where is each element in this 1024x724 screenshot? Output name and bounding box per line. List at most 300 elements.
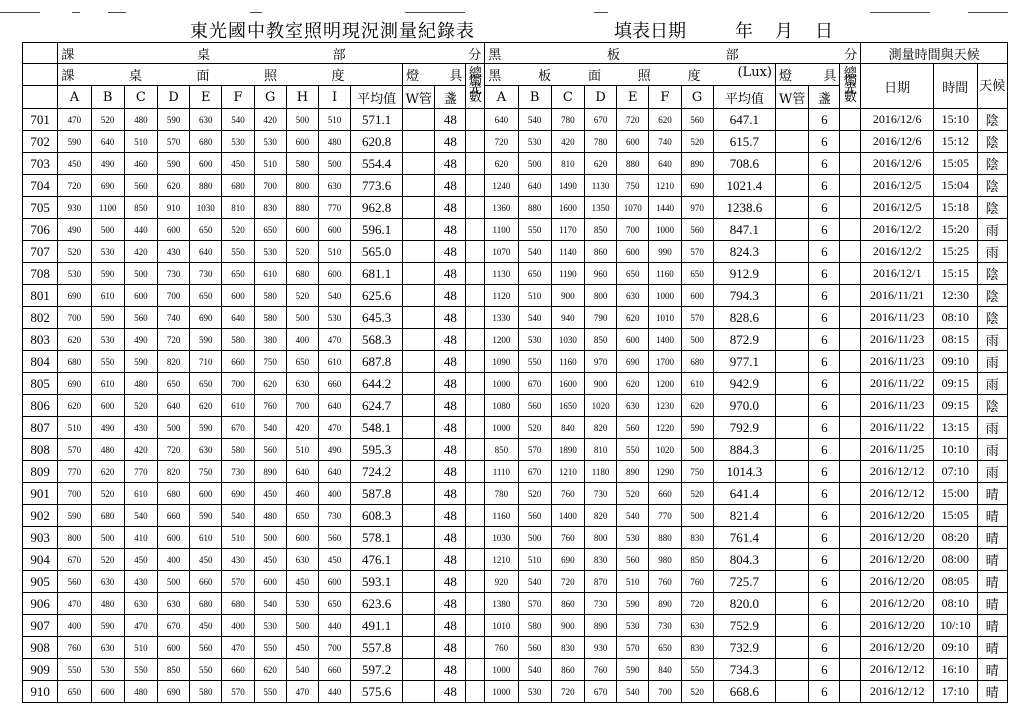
desk-average: 491.1 bbox=[351, 615, 403, 637]
desk-wtube-cell bbox=[403, 153, 435, 175]
board-average: 732.9 bbox=[713, 637, 775, 659]
board-wtube-cell bbox=[776, 307, 809, 329]
desk-reading: 610 bbox=[222, 395, 254, 417]
desk-reading: 600 bbox=[158, 637, 190, 659]
desk-reading: 430 bbox=[124, 571, 157, 593]
desk-total-candle-cell bbox=[466, 461, 485, 483]
board-reading: 650 bbox=[681, 263, 713, 285]
desk-reading: 600 bbox=[158, 527, 190, 549]
board-col-header: F bbox=[649, 86, 681, 109]
desk-reading: 490 bbox=[58, 219, 91, 241]
desk-reading: 770 bbox=[318, 197, 350, 219]
board-wtube-cell bbox=[776, 527, 809, 549]
desk-reading: 630 bbox=[124, 593, 157, 615]
board-reading: 1160 bbox=[485, 505, 518, 527]
board-reading: 720 bbox=[681, 593, 713, 615]
board-total-candle-cell bbox=[840, 373, 861, 395]
board-average: 828.6 bbox=[713, 307, 775, 329]
desk-reading: 580 bbox=[190, 681, 222, 703]
desk-reading: 560 bbox=[318, 527, 350, 549]
desk-reading: 570 bbox=[58, 439, 91, 461]
board-wtube-header: W管 bbox=[776, 86, 809, 109]
board-average: 824.3 bbox=[713, 241, 775, 263]
desk-reading: 760 bbox=[254, 395, 286, 417]
desk-lamp-count: 48 bbox=[435, 285, 466, 307]
board-header-char: 分 bbox=[844, 47, 858, 63]
board-reading: 1490 bbox=[551, 175, 584, 197]
desk-reading: 550 bbox=[254, 681, 286, 703]
board-lamp-count: 6 bbox=[809, 109, 840, 131]
desk-sub-char: 課 bbox=[61, 69, 75, 84]
measure-time: 15:18 bbox=[934, 197, 978, 219]
measure-date: 2016/11/23 bbox=[861, 395, 934, 417]
desk-reading: 480 bbox=[318, 131, 350, 153]
board-sub-char: 面 bbox=[587, 69, 601, 84]
desk-reading: 520 bbox=[58, 241, 91, 263]
board-reading: 620 bbox=[617, 373, 649, 395]
board-reading: 1330 bbox=[485, 307, 518, 329]
desk-reading: 690 bbox=[58, 285, 91, 307]
board-reading: 500 bbox=[681, 505, 713, 527]
board-average: 872.9 bbox=[713, 329, 775, 351]
desk-total-candle-cell bbox=[466, 681, 485, 703]
weather-cell: 晴 bbox=[977, 681, 1007, 703]
board-average: 804.3 bbox=[713, 549, 775, 571]
board-reading: 960 bbox=[584, 263, 616, 285]
desk-reading: 500 bbox=[158, 417, 190, 439]
board-wtube-cell bbox=[776, 549, 809, 571]
weather-cell: 雨 bbox=[977, 373, 1007, 395]
board-reading: 510 bbox=[518, 549, 551, 571]
board-reading: 540 bbox=[518, 571, 551, 593]
desk-average: 773.6 bbox=[351, 175, 403, 197]
desk-wtube-cell bbox=[403, 109, 435, 131]
desk-reading: 610 bbox=[254, 263, 286, 285]
desk-reading: 600 bbox=[318, 571, 350, 593]
board-reading: 830 bbox=[551, 637, 584, 659]
weather-cell: 晴 bbox=[977, 527, 1007, 549]
board-reading: 650 bbox=[649, 637, 681, 659]
board-reading: 500 bbox=[518, 527, 551, 549]
desk-total-candle-cell bbox=[466, 373, 485, 395]
desk-reading: 660 bbox=[222, 351, 254, 373]
desk-reading: 450 bbox=[254, 549, 286, 571]
top-rule-mark bbox=[72, 12, 80, 13]
board-lamp-count: 6 bbox=[809, 351, 840, 373]
desk-reading: 450 bbox=[58, 153, 91, 175]
desk-sub-char: 面 bbox=[196, 69, 210, 84]
board-reading: 520 bbox=[681, 131, 713, 153]
desk-wtube-cell bbox=[403, 131, 435, 153]
board-reading: 560 bbox=[518, 637, 551, 659]
weather-cell: 陰 bbox=[977, 197, 1007, 219]
board-reading: 890 bbox=[584, 615, 616, 637]
board-reading: 770 bbox=[649, 505, 681, 527]
desk-reading: 400 bbox=[318, 483, 350, 505]
fixture-char: 燈 bbox=[406, 69, 420, 84]
board-lamp-count: 6 bbox=[809, 483, 840, 505]
board-reading: 610 bbox=[681, 373, 713, 395]
measure-date: 2016/11/23 bbox=[861, 307, 934, 329]
desk-wtube-cell bbox=[403, 329, 435, 351]
board-reading: 560 bbox=[617, 549, 649, 571]
board-lamp-count: 6 bbox=[809, 527, 840, 549]
board-reading: 590 bbox=[617, 659, 649, 681]
board-reading: 760 bbox=[649, 571, 681, 593]
measure-time: 15:05 bbox=[934, 505, 978, 527]
desk-col-header: G bbox=[254, 86, 286, 109]
desk-total-candle-cell bbox=[466, 285, 485, 307]
measure-time: 10/:10 bbox=[934, 615, 978, 637]
desk-reading: 550 bbox=[222, 241, 254, 263]
desk-reading: 600 bbox=[318, 219, 350, 241]
board-average: 708.6 bbox=[713, 153, 775, 175]
board-average: 792.9 bbox=[713, 417, 775, 439]
desk-fixture-header bbox=[403, 64, 466, 86]
weather-cell: 陰 bbox=[977, 175, 1007, 197]
desk-reading: 430 bbox=[158, 241, 190, 263]
class-number: 801 bbox=[23, 285, 58, 307]
desk-reading: 510 bbox=[318, 109, 350, 131]
desk-reading: 650 bbox=[286, 351, 318, 373]
board-reading: 600 bbox=[681, 285, 713, 307]
desk-reading: 630 bbox=[318, 175, 350, 197]
desk-reading: 650 bbox=[286, 505, 318, 527]
board-total-candle-cell bbox=[840, 351, 861, 373]
board-reading: 1090 bbox=[485, 351, 518, 373]
board-reading: 730 bbox=[584, 593, 616, 615]
measure-date: 2016/11/22 bbox=[861, 417, 934, 439]
desk-wtube-cell bbox=[403, 461, 435, 483]
board-lamp-count: 6 bbox=[809, 263, 840, 285]
board-reading: 780 bbox=[551, 109, 584, 131]
top-rule-mark bbox=[870, 12, 930, 13]
board-average: 884.3 bbox=[713, 439, 775, 461]
board-reading: 1200 bbox=[485, 329, 518, 351]
weather-cell: 陰 bbox=[977, 109, 1007, 131]
desk-reading: 670 bbox=[158, 615, 190, 637]
board-reading: 1350 bbox=[584, 197, 616, 219]
board-reading: 790 bbox=[584, 307, 616, 329]
desk-wtube-cell bbox=[403, 571, 435, 593]
measure-time: 07:10 bbox=[934, 461, 978, 483]
desk-reading: 530 bbox=[254, 615, 286, 637]
desk-total-candle-header: 總燭光數 bbox=[466, 64, 485, 109]
measure-date: 2016/12/12 bbox=[861, 461, 934, 483]
desk-reading: 640 bbox=[318, 461, 350, 483]
board-reading: 1030 bbox=[485, 527, 518, 549]
board-reading: 840 bbox=[649, 659, 681, 681]
desk-lamp-count: 48 bbox=[435, 241, 466, 263]
desk-reading: 520 bbox=[91, 109, 124, 131]
board-reading: 690 bbox=[617, 351, 649, 373]
board-average: 977.1 bbox=[713, 351, 775, 373]
board-total-candle-cell bbox=[840, 395, 861, 417]
board-reading: 760 bbox=[485, 637, 518, 659]
board-lamp-count: 6 bbox=[809, 593, 840, 615]
desk-reading: 490 bbox=[124, 329, 157, 351]
board-reading: 590 bbox=[617, 593, 649, 615]
table-row bbox=[23, 373, 1008, 395]
board-reading: 680 bbox=[681, 351, 713, 373]
day-label: 日 bbox=[815, 21, 833, 42]
desk-average: 554.4 bbox=[351, 153, 403, 175]
board-sub-char: 板 bbox=[538, 69, 552, 84]
board-lamp-count: 6 bbox=[809, 549, 840, 571]
weather-cell: 陰 bbox=[977, 395, 1007, 417]
board-lamp-count: 6 bbox=[809, 175, 840, 197]
desk-reading: 400 bbox=[222, 615, 254, 637]
desk-reading: 460 bbox=[286, 483, 318, 505]
board-wtube-cell bbox=[776, 329, 809, 351]
desk-reading: 750 bbox=[190, 461, 222, 483]
desk-reading: 620 bbox=[190, 395, 222, 417]
table-row bbox=[23, 241, 1008, 263]
date-header: 日期 bbox=[861, 64, 934, 109]
board-total-candle-cell bbox=[840, 329, 861, 351]
board-reading: 500 bbox=[518, 153, 551, 175]
desk-reading: 520 bbox=[124, 395, 157, 417]
weather-cell: 晴 bbox=[977, 593, 1007, 615]
desk-wtube-cell bbox=[403, 615, 435, 637]
board-reading: 1130 bbox=[485, 263, 518, 285]
board-avg-header: 平均值 bbox=[713, 86, 775, 109]
measure-date: 2016/12/20 bbox=[861, 549, 934, 571]
desk-reading: 590 bbox=[190, 417, 222, 439]
board-reading: 620 bbox=[649, 109, 681, 131]
desk-reading: 680 bbox=[91, 505, 124, 527]
board-reading: 930 bbox=[584, 637, 616, 659]
desk-reading: 700 bbox=[222, 373, 254, 395]
measure-time: 15:15 bbox=[934, 263, 978, 285]
page-title: 東光國中教室照明現況測量紀錄表 bbox=[190, 21, 475, 42]
desk-reading: 700 bbox=[58, 307, 91, 329]
desk-total-candle-cell bbox=[466, 197, 485, 219]
board-reading: 1030 bbox=[551, 329, 584, 351]
board-reading: 760 bbox=[551, 483, 584, 505]
desk-reading: 800 bbox=[58, 527, 91, 549]
board-reading: 590 bbox=[681, 417, 713, 439]
board-reading: 520 bbox=[681, 483, 713, 505]
desk-reading: 490 bbox=[91, 153, 124, 175]
desk-header-char: 桌 bbox=[196, 47, 210, 63]
board-reading: 880 bbox=[649, 527, 681, 549]
desk-reading: 500 bbox=[124, 263, 157, 285]
desk-reading: 680 bbox=[190, 131, 222, 153]
board-average: 668.6 bbox=[713, 681, 775, 703]
board-total-candle-cell bbox=[840, 461, 861, 483]
board-reading: 780 bbox=[485, 483, 518, 505]
desk-reading: 720 bbox=[158, 439, 190, 461]
desk-average: 644.2 bbox=[351, 373, 403, 395]
desk-reading: 590 bbox=[91, 307, 124, 329]
board-reading: 1290 bbox=[649, 461, 681, 483]
desk-average: 565.0 bbox=[351, 241, 403, 263]
board-wtube-cell bbox=[776, 659, 809, 681]
desk-wtube-header: W管 bbox=[403, 86, 435, 109]
desk-reading: 590 bbox=[158, 153, 190, 175]
board-reading: 550 bbox=[681, 659, 713, 681]
desk-lamp-count: 48 bbox=[435, 615, 466, 637]
measure-date: 2016/12/20 bbox=[861, 637, 934, 659]
board-reading: 1190 bbox=[551, 263, 584, 285]
desk-reading: 850 bbox=[124, 197, 157, 219]
desk-reading: 600 bbox=[91, 681, 124, 703]
desk-reading: 650 bbox=[318, 593, 350, 615]
class-number: 804 bbox=[23, 351, 58, 373]
board-reading: 720 bbox=[617, 109, 649, 131]
board-reading: 660 bbox=[649, 483, 681, 505]
desk-col-header: D bbox=[158, 86, 190, 109]
board-total-candle-cell bbox=[840, 571, 861, 593]
desk-lamp-count: 48 bbox=[435, 439, 466, 461]
desk-reading: 420 bbox=[254, 109, 286, 131]
weather-cell: 晴 bbox=[977, 571, 1007, 593]
desk-wtube-cell bbox=[403, 241, 435, 263]
desk-total-candle-cell bbox=[466, 263, 485, 285]
measure-time: 08:10 bbox=[934, 307, 978, 329]
board-reading: 1020 bbox=[584, 395, 616, 417]
board-col-header: C bbox=[551, 86, 584, 109]
desk-wtube-cell bbox=[403, 373, 435, 395]
board-reading: 600 bbox=[617, 329, 649, 351]
board-reading: 1000 bbox=[649, 219, 681, 241]
board-reading: 1230 bbox=[649, 395, 681, 417]
desk-reading: 560 bbox=[254, 439, 286, 461]
board-reading: 1000 bbox=[485, 659, 518, 681]
board-total-candle-cell bbox=[840, 549, 861, 571]
time-header: 時間 bbox=[934, 64, 978, 109]
desk-reading: 450 bbox=[190, 615, 222, 637]
desk-reading: 640 bbox=[190, 241, 222, 263]
desk-lamp-count: 48 bbox=[435, 549, 466, 571]
desk-reading: 650 bbox=[190, 285, 222, 307]
board-wtube-cell bbox=[776, 241, 809, 263]
desk-average: 578.1 bbox=[351, 527, 403, 549]
desk-reading: 470 bbox=[318, 329, 350, 351]
measure-time: 15:10 bbox=[934, 109, 978, 131]
class-number: 906 bbox=[23, 593, 58, 615]
board-reading: 1400 bbox=[551, 505, 584, 527]
board-wtube-cell bbox=[776, 615, 809, 637]
board-reading: 1070 bbox=[617, 197, 649, 219]
desk-reading: 590 bbox=[91, 263, 124, 285]
class-number: 901 bbox=[23, 483, 58, 505]
desk-total-candle-cell bbox=[466, 593, 485, 615]
desk-average: 596.1 bbox=[351, 219, 403, 241]
class-number: 907 bbox=[23, 615, 58, 637]
desk-reading: 690 bbox=[91, 175, 124, 197]
board-reading: 1160 bbox=[649, 263, 681, 285]
desk-total-candle-cell bbox=[466, 131, 485, 153]
desk-reading: 500 bbox=[254, 527, 286, 549]
desk-total-candle-cell bbox=[466, 241, 485, 263]
desk-lamp-count: 48 bbox=[435, 483, 466, 505]
fixture-char: 具 bbox=[449, 69, 463, 84]
desk-lamp-count: 48 bbox=[435, 351, 466, 373]
desk-lamp-count: 48 bbox=[435, 219, 466, 241]
board-wtube-cell bbox=[776, 637, 809, 659]
desk-reading: 650 bbox=[254, 219, 286, 241]
board-reading: 870 bbox=[584, 571, 616, 593]
class-number: 707 bbox=[23, 241, 58, 263]
measure-time: 10:10 bbox=[934, 439, 978, 461]
board-reading: 1130 bbox=[584, 175, 616, 197]
desk-reading: 550 bbox=[190, 659, 222, 681]
desk-reading: 450 bbox=[222, 153, 254, 175]
desk-reading: 680 bbox=[222, 593, 254, 615]
desk-reading: 610 bbox=[318, 351, 350, 373]
desk-reading: 470 bbox=[124, 615, 157, 637]
measure-date: 2016/12/20 bbox=[861, 593, 934, 615]
measure-time: 13:15 bbox=[934, 417, 978, 439]
desk-total-candle-cell bbox=[466, 395, 485, 417]
desk-reading: 510 bbox=[286, 439, 318, 461]
board-reading: 560 bbox=[617, 417, 649, 439]
measure-date: 2016/12/12 bbox=[861, 681, 934, 703]
desk-reading: 500 bbox=[286, 307, 318, 329]
desk-header-char: 部 bbox=[332, 47, 346, 63]
board-average: 761.4 bbox=[713, 527, 775, 549]
board-reading: 830 bbox=[584, 549, 616, 571]
desk-reading: 650 bbox=[190, 219, 222, 241]
board-total-candle-cell bbox=[840, 505, 861, 527]
desk-reading: 590 bbox=[190, 505, 222, 527]
table-row bbox=[23, 263, 1008, 285]
board-reading: 860 bbox=[551, 593, 584, 615]
desk-reading: 520 bbox=[91, 549, 124, 571]
class-number: 706 bbox=[23, 219, 58, 241]
desk-reading: 430 bbox=[124, 417, 157, 439]
board-reading: 550 bbox=[518, 219, 551, 241]
board-reading: 700 bbox=[617, 219, 649, 241]
desk-reading: 590 bbox=[58, 131, 91, 153]
desk-reading: 580 bbox=[254, 307, 286, 329]
board-average: 734.3 bbox=[713, 659, 775, 681]
board-reading: 670 bbox=[518, 461, 551, 483]
board-lamp-count: 6 bbox=[809, 615, 840, 637]
measure-time: 08:15 bbox=[934, 329, 978, 351]
board-reading: 540 bbox=[518, 659, 551, 681]
board-col-header: E bbox=[617, 86, 649, 109]
board-reading: 1010 bbox=[485, 615, 518, 637]
weather-cell: 陰 bbox=[977, 153, 1007, 175]
desk-reading: 480 bbox=[124, 109, 157, 131]
board-reading: 520 bbox=[518, 483, 551, 505]
board-wtube-cell bbox=[776, 263, 809, 285]
desk-reading: 480 bbox=[91, 439, 124, 461]
board-reading: 630 bbox=[617, 395, 649, 417]
desk-reading: 720 bbox=[158, 329, 190, 351]
desk-reading: 480 bbox=[124, 681, 157, 703]
desk-reading: 450 bbox=[286, 571, 318, 593]
measure-date: 2016/12/1 bbox=[861, 263, 934, 285]
board-reading: 530 bbox=[518, 329, 551, 351]
desk-reading: 520 bbox=[286, 241, 318, 263]
board-reading: 1200 bbox=[649, 373, 681, 395]
weather-cell: 雨 bbox=[977, 219, 1007, 241]
desk-reading: 850 bbox=[158, 659, 190, 681]
board-reading: 620 bbox=[584, 153, 616, 175]
board-reading: 420 bbox=[551, 131, 584, 153]
board-reading: 580 bbox=[518, 615, 551, 637]
measure-time: 12:30 bbox=[934, 285, 978, 307]
weather-cell: 雨 bbox=[977, 417, 1007, 439]
board-average: 821.4 bbox=[713, 505, 775, 527]
desk-average: 548.1 bbox=[351, 417, 403, 439]
board-reading: 1170 bbox=[551, 219, 584, 241]
desk-average: 645.3 bbox=[351, 307, 403, 329]
